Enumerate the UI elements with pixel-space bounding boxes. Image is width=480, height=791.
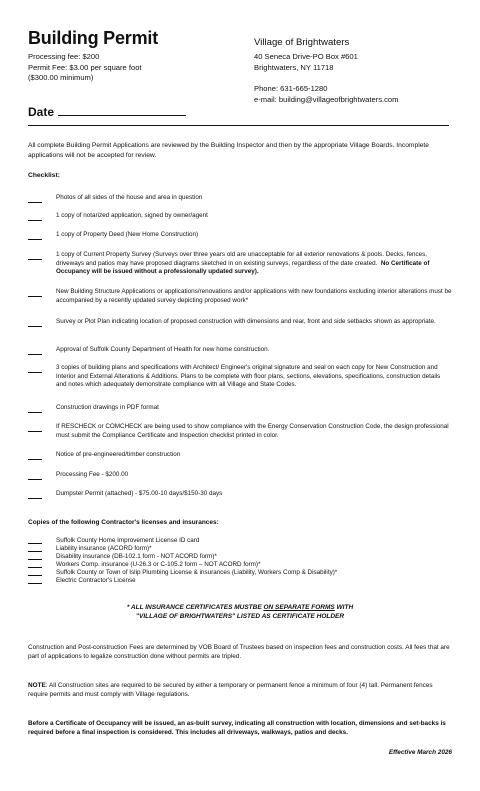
license-item: [28, 537, 448, 545]
checklist-item: [28, 364, 452, 390]
checklist-item: [28, 194, 452, 203]
fees-paragraph: Construction and Post-construction Fees are determined by VOB Board of Trustees based on inspection fees and construction costs. All fees that are part of applications to legalize construction done without permits are tripled.: [28, 644, 450, 661]
checklist-text: If RESCHECK or COMCHECK are being used to show compliance with the Energy Conservation Construction Code, the design professional must submit the Compliance Certificate and Inspection checklist printed in color.: [56, 423, 449, 439]
license-list: [28, 537, 448, 586]
intro-paragraph: All complete Building Permit Applications are reviewed by the Building Inspector and then by the appropriate Village Boards. Incomplete applications will not be accepted for review.: [28, 142, 429, 159]
checklist-item: [28, 318, 452, 327]
checkbox-blank[interactable]: [28, 498, 42, 499]
checklist-text: Survey or Plot Plan indicating location of proposed construction with dimensions and rear, front and side setbacks shown as appropriate.: [56, 318, 436, 325]
final-paragraph: Before a Certificate of Occupancy will be issued, an as-built survey, indicating all construction with location, dimensions and set-backs is required before a final inspection is considered. This includes all driveways, walkways, patios and decks.: [28, 720, 446, 737]
checkbox-blank[interactable]: [28, 431, 42, 432]
checkbox-blank[interactable]: [28, 583, 42, 584]
checkbox-blank[interactable]: [28, 551, 42, 552]
checklist-item: [28, 251, 452, 277]
insurance-note-line2: "VILLAGE OF BRIGHTWATERS" LISTED AS CERTIFICATE HOLDER: [135, 612, 345, 620]
insurance-note-underline: ON SEPARATE FORMS: [263, 604, 335, 611]
checklist-text: Dumpster Permit (attached) - $75.00-10 days/$150-30 days: [56, 490, 223, 497]
checklist-item: [28, 231, 452, 240]
address-line: Brightwaters, NY 11718: [254, 62, 334, 72]
license-text: Disability insurance (DB-102.1 form - NOT ACORD form)*: [56, 553, 217, 561]
checkbox-blank[interactable]: [28, 239, 42, 240]
page-title: Building Permit: [28, 28, 159, 48]
checklist-text: Notice of pre-engineered/timber construction: [56, 451, 181, 458]
insurance-note-post: WITH: [334, 604, 354, 611]
checkbox-blank[interactable]: [28, 559, 42, 560]
checklist-text: 1 copy of Property Deed (New Home Construction): [56, 231, 199, 238]
village-name: Village of Brightwaters: [254, 37, 350, 48]
checklist-text: 3 copies of building plans and specifications with Architect/ Engineer's original signature and seal on each copy for New Construction and Interior and External Alterations & Additions. Plans to be complete with floor plans, sections, elevations, specifications, construction details and notes which adequately demonstrate compliance with all Village and State Codes.: [56, 364, 441, 389]
license-text: Electric Contractor's License: [56, 577, 136, 585]
address-line: 40 Seneca Drive-PO Box #601: [254, 52, 358, 61]
checkbox-blank[interactable]: [28, 567, 42, 568]
fee-info: [28, 52, 142, 84]
license-text: Liability insurance (ACORD form)*: [56, 545, 152, 553]
license-item: [28, 545, 448, 553]
checkbox-blank[interactable]: [28, 354, 42, 355]
checklist-text: Approval of Suffolk County Department of Health for new home construction.: [56, 346, 270, 353]
license-item: [28, 561, 448, 569]
note-paragraph: [28, 681, 452, 700]
checkbox-blank[interactable]: [28, 296, 42, 297]
license-text: Workers Comp. insurance (U-26.3 or C-105.2 form – NOT ACORD form)*: [56, 561, 261, 569]
contact-info: [254, 84, 398, 105]
copies-heading: Copies of the following Contractor's licenses and insurances:: [28, 519, 219, 526]
checklist-item: [28, 451, 452, 460]
checkbox-blank[interactable]: [28, 575, 42, 576]
checkbox-blank[interactable]: [28, 479, 42, 480]
processing-fee: Processing fee: $200: [28, 52, 100, 61]
checkbox-blank[interactable]: [28, 220, 42, 221]
header-divider: [28, 125, 449, 126]
license-text: Suffolk County Home Improvement License ID card: [56, 537, 200, 544]
license-item: [28, 569, 448, 577]
license-item: [28, 577, 448, 585]
note-text: : All Construction sites are required to be secured by either a temporary or permanent fence a minimum of four (4) tall. Permanent fences require permits and must comply with Village regulations.: [28, 682, 433, 699]
checkbox-blank[interactable]: [28, 372, 42, 373]
checklist-bold-text: No Certificate of Occupancy will be issued without a professionally updated survey).: [56, 259, 430, 276]
checkbox-blank[interactable]: [28, 412, 42, 413]
checklist-text: Photos of all sides of the house and area in question: [56, 194, 203, 201]
checkbox-blank[interactable]: [28, 543, 42, 544]
checklist-text: 1 copy of notarized application, signed by owner/agent: [56, 212, 208, 219]
checklist-item: [28, 288, 452, 305]
checklist-item: [28, 404, 452, 413]
checklist-text: Construction drawings in PDF format: [56, 404, 159, 411]
checklist-item: [28, 471, 452, 480]
effective-date: Effective March 2026: [388, 749, 452, 756]
fee-minimum: ($300.00 minimum): [28, 73, 94, 83]
checklist-item: [28, 423, 452, 440]
email: e-mail: building@villageofbrightwaters.com: [254, 94, 399, 104]
checkbox-blank[interactable]: [28, 326, 42, 327]
checkbox-blank[interactable]: [28, 202, 42, 203]
permit-fee: Permit Fee: $3.00 per square foot: [28, 62, 142, 72]
village-address: [254, 52, 358, 73]
license-text: Suffolk County or Town of Islip Plumbing License & insurances (Liability, Workers Comp & Disability)*: [56, 569, 338, 577]
checklist-text: 1 copy of Current Property Survey (Surveys over three years old are unacceptable for all exterior renovations & pools. Decks, fences, driveways and patios may have proposed diagrams sketched in on existing surveys, regardless of the date created.: [56, 251, 427, 267]
checklist-text: New Building Structure Applications or applications/renovations and/or applications with new foundations excluding interior alterations must be accompanied by a recently updated survey depicting proposed work*: [56, 288, 452, 304]
checklist-text: Processing Fee - $200.00: [56, 471, 129, 478]
insurance-note-pre: * ALL INSURANCE CERTIFICATES MUSTBE: [126, 604, 264, 611]
checklist-item: [28, 346, 452, 355]
checkbox-blank[interactable]: [28, 459, 42, 460]
license-item: [28, 553, 448, 561]
phone: Phone: 631-665-1280: [254, 84, 328, 93]
checklist-item: [28, 490, 452, 499]
checklist-item: [28, 212, 452, 221]
checkbox-blank[interactable]: [28, 259, 42, 260]
date-blank[interactable]: [58, 104, 186, 116]
note-label: NOTE: [28, 682, 46, 689]
checklist-heading: Checklist:: [28, 172, 60, 179]
insurance-note: [28, 604, 452, 622]
date-field: [28, 104, 186, 119]
date-label: Date: [28, 105, 55, 119]
